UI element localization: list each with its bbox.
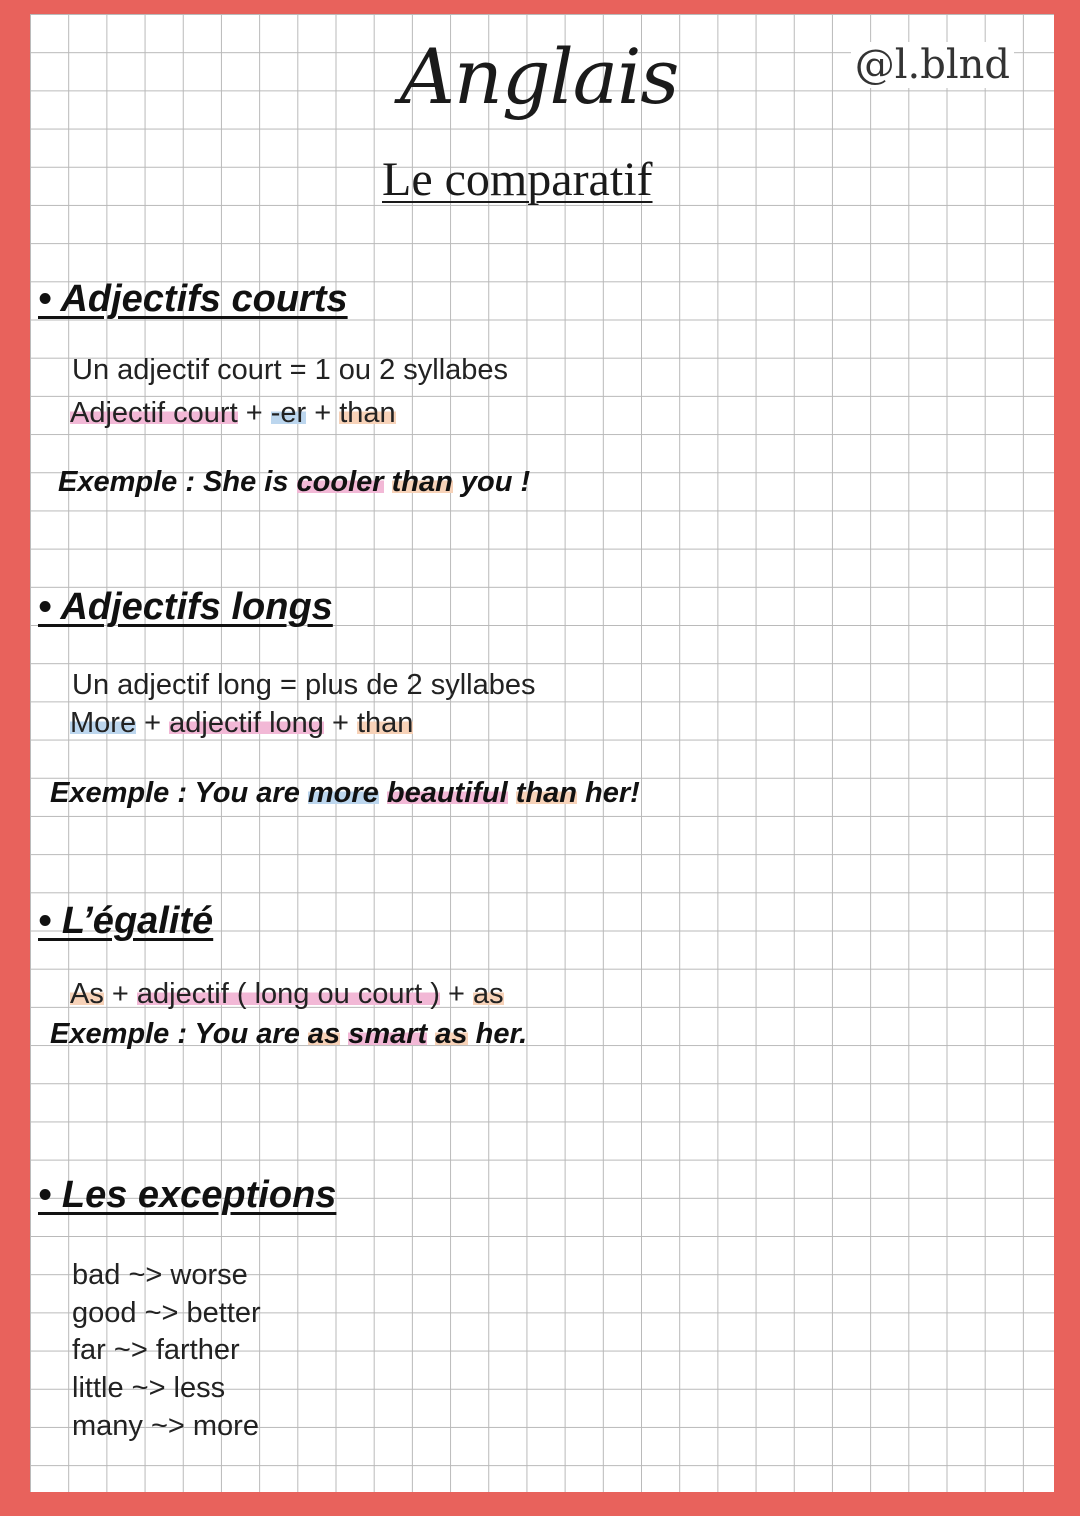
grid-paper-sheet (30, 14, 1054, 1492)
example-highlight: than (515, 777, 577, 809)
formula-plus: + (439, 978, 474, 1010)
example-highlight: cooler (296, 466, 384, 498)
formula-part: than (339, 397, 396, 429)
example-egalite (50, 1018, 527, 1051)
formula-part: As (70, 978, 104, 1010)
example-text: her! (577, 777, 640, 809)
example-text: Exemple : You are (50, 777, 308, 809)
example-highlight: as (435, 1018, 468, 1050)
section-heading-courts: • Adjectifs courts (38, 278, 348, 320)
formula-part: Adjectif court (70, 397, 238, 429)
formula-courts (70, 397, 396, 430)
author-handle: @l.blnd (851, 42, 1014, 88)
formula-part: adjectif long (169, 707, 324, 739)
formula-part: than (356, 707, 414, 739)
formula-longs (70, 707, 413, 740)
exception-item: bad ~> worse (72, 1259, 248, 1291)
example-text (508, 777, 516, 809)
formula-part: -er (270, 397, 307, 429)
exception-item: good ~> better (72, 1297, 261, 1329)
example-text: her. (467, 1018, 528, 1050)
example-longs (50, 777, 640, 810)
section-heading-egalite: • L’égalité (38, 900, 214, 942)
section-heading-longs: • Adjectifs longs (38, 586, 333, 628)
rule-longs: Un adjectif long = plus de 2 syllabes (72, 669, 536, 701)
example-text (379, 777, 387, 809)
example-text (384, 466, 392, 498)
example-highlight: as (307, 1018, 341, 1050)
page-title: Anglais (400, 32, 679, 121)
example-highlight: than (391, 466, 453, 498)
formula-plus: + (306, 397, 340, 429)
exception-item: little ~> less (72, 1372, 226, 1404)
example-courts (58, 466, 530, 499)
rule-courts: Un adjectif court = 1 ou 2 syllabes (72, 354, 509, 386)
formula-plus: + (103, 978, 137, 1010)
exception-item: far ~> farther (72, 1334, 240, 1366)
formula-plus: + (323, 707, 357, 739)
formula-egalite (70, 978, 504, 1011)
example-highlight: more (307, 777, 379, 809)
example-text: Exemple : You are (50, 1018, 308, 1050)
exception-item: many ~> more (72, 1410, 259, 1442)
formula-plus: + (136, 707, 170, 739)
formula-plus: + (237, 397, 271, 429)
example-highlight: smart (348, 1018, 428, 1050)
example-text: you ! (452, 466, 531, 498)
page-subtitle: Le comparatif (382, 153, 653, 206)
example-text (340, 1018, 348, 1050)
formula-part: adjectif ( long ou court ) (136, 978, 440, 1010)
formula-part: More (70, 707, 137, 739)
example-highlight: beautiful (386, 777, 508, 809)
formula-part: as (473, 978, 504, 1010)
example-text: Exemple : She is (58, 466, 297, 498)
section-heading-exceptions: • Les exceptions (38, 1174, 337, 1216)
